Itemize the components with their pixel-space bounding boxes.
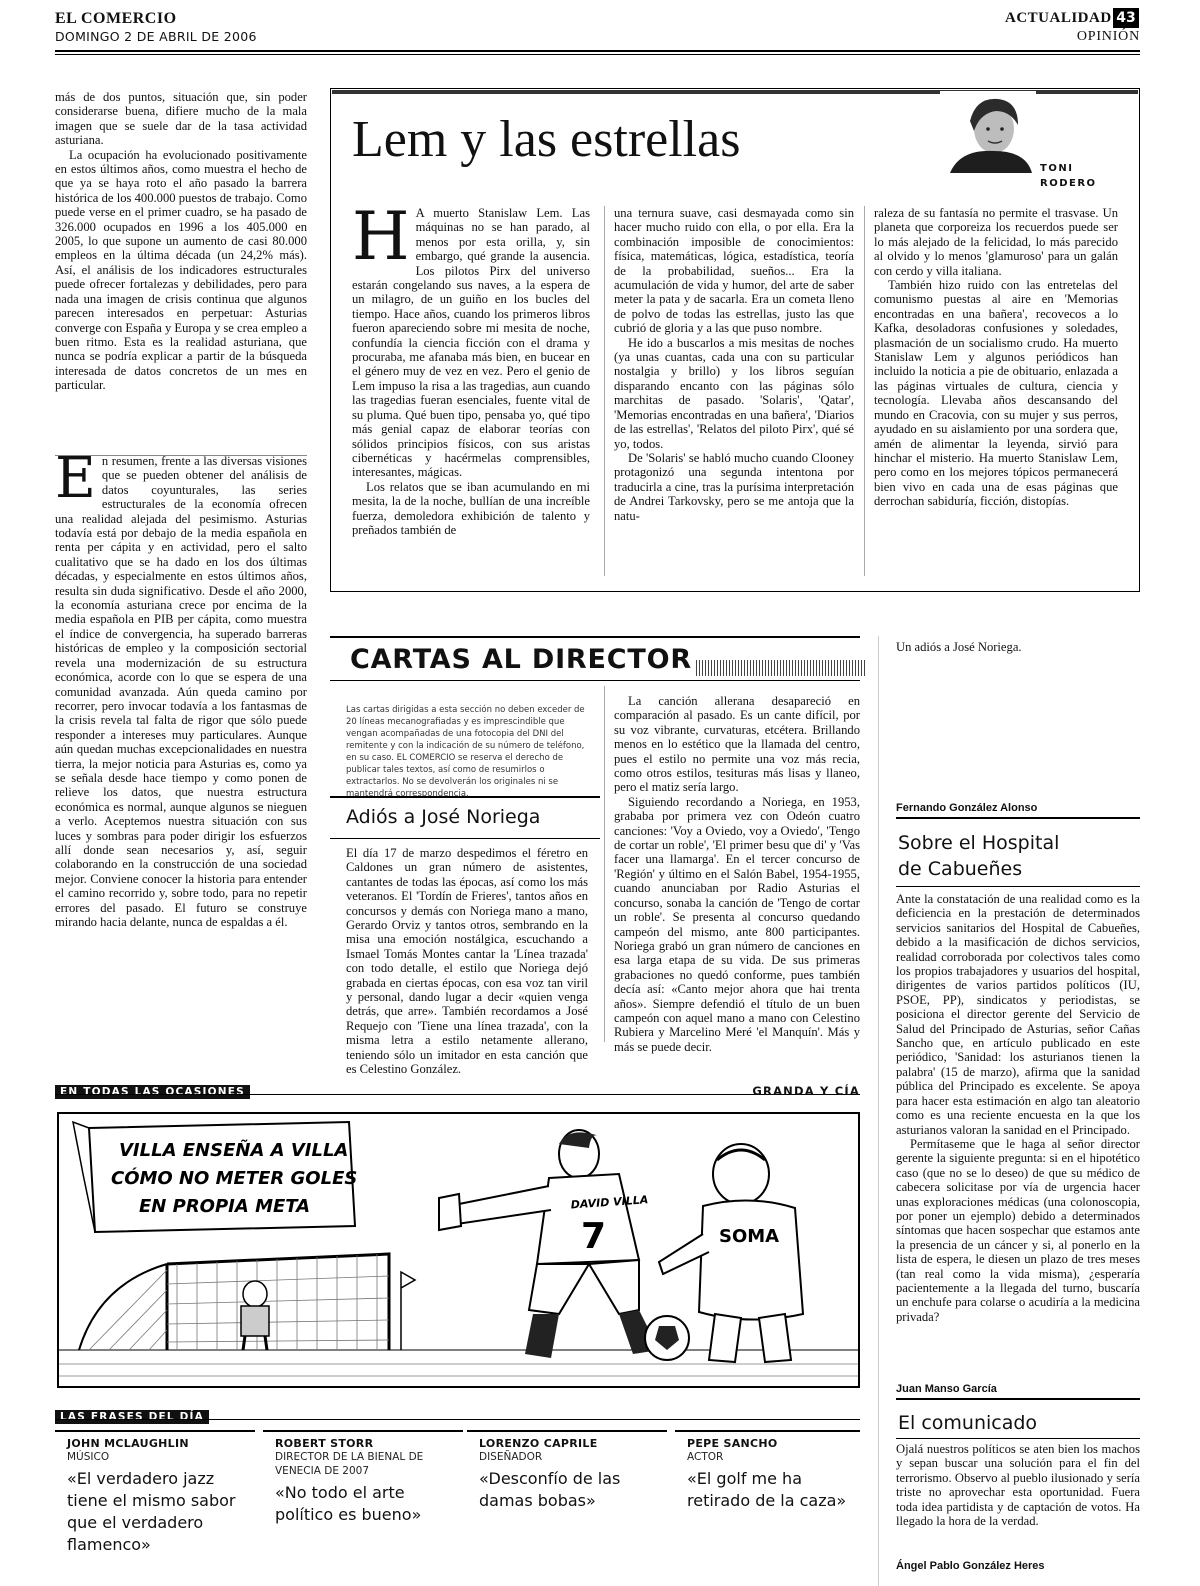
column-paragraph: raleza de su fantasía no permite el trasvase. Un planeta que corporeiza los recuerdos puede ser lo más alejado de la felicidad, lo más parecido al olvido y lo menos 'glamuroso' para un galán con cerdo y villa italiana.	[874, 206, 1118, 278]
letter1-body	[346, 846, 588, 1077]
column-separator	[864, 206, 865, 576]
quote-text: «Desconfío de las damas bobas»	[479, 1469, 621, 1510]
letter2-title-rule	[896, 886, 1140, 887]
quotes-label	[55, 1405, 209, 1424]
letter2-body	[896, 892, 1140, 1324]
cartoon-illustration	[59, 1114, 858, 1386]
quote-text: «El verdadero jazz tiene el mismo sabor que el verdadero flamenco»	[67, 1469, 236, 1554]
quote-author: JOHN MCLAUGHLIN	[67, 1437, 189, 1450]
cartoon-frame	[57, 1112, 860, 1388]
quote-role: ACTOR	[687, 1451, 724, 1463]
quote-text: «No todo el arte político es bueno»	[275, 1483, 422, 1524]
quote-item	[675, 1430, 860, 1512]
quotes-label-rule	[55, 1419, 860, 1420]
section-name: ACTUALIDAD	[1005, 10, 1112, 26]
quote-item	[467, 1430, 667, 1512]
quote-role: DIRECTOR DE LA BIENAL DE VENECIA DE 2007	[275, 1451, 424, 1477]
column-paragraph: A muerto Stanislaw Lem. Las máquinas no se han parado, al menos por esta orilla, y, sin embargo, qué grande la ausencia. Los pilotos Pirx del universo estarán congelando sus naves, a la espera de un milagro, de un guiño en los bucles del tiempo. Hace años, cuando los primeros libros fueron apareciendo sobre mi mesita de noche, confundía la ciencia ficción con el drama y procuraba, me afanaba más bien, en bucear en el género muy de vez en vez. Pero el genio de Lem impuso la risa a las tragedias, aun cuando las tragedias fueran esenciales, fuente vital de su pluma. Qué buen tipo, pensaba yo, qué tipo más genial capaz de elaborar teorías con sólidos principios físicos, con sus aristas cibernéticas y hacérmelas comprensibles, interesantes, mágicas.	[352, 206, 590, 480]
letter1-title-rule	[330, 838, 600, 839]
letters-top-rule	[330, 636, 860, 638]
letter3-body	[896, 1442, 1140, 1528]
header-rule-thin	[55, 54, 1140, 55]
column-paragraph: También hizo ruido con las entretelas del comunismo puestas al aire en 'Memorias encontradas en una bañera', recovecos a lo Kafka, desoladoras confusiones y soledades, plasmación de un socialismo crudo. Ha muerto Stanislaw Lem y algunos periódicos han incluido la noticia a pie de obituario, enlazada a las páginas virtuales de cultura, ciencia y tecnología. Llevaba años descansando del mundo en Cracovia, con su mujer y sus perros, ayudado en su aislamiento por una sordera que, amén de alimentar la leyenda, sirvió para hinchar el misterio. Ha muerto Stanislaw Lem, pero como en los mejores tópicos permanecerá bien vivo en cada una de esas páginas que derrochan sabiduría, ficción, distopías.	[874, 278, 1118, 509]
right-column-rule	[878, 636, 879, 1586]
left-article-paragraph: La ocupación ha evolucionado positivamente en estos últimos años, como muestra el hecho de que ya se haya roto el año pasado la barrera histórica de los 400.000 puestos de trabajo. Como puede verse en el primer cuadro, se ha pasado de 326.000 ocupados en 1996 a los 405.000 en 2005, lo que supone un aumento de casi 80.000 empleos en la última década (un 24,2% más). Así, el análisis de los indicadores estructurales puede ofrecer fortalezas y debilidades, pero para nada una imagen de crisis continua que algunos parecen interesados en perpetuar: Asturias converge con España y Europa y se crea empleo a buen ritmo. Esta es la realidad asturiana, que nunca se podría explicar a partir de la búsqueda interesada de datos concretos de un mes en particular.	[55, 147, 307, 393]
newspaper-name: EL COMERCIO	[55, 10, 177, 27]
shirt-soma-text: SOMA	[719, 1226, 780, 1247]
author-photo	[940, 91, 1036, 173]
cartoon-label-text: EN TODAS LAS OCASIONES	[55, 1085, 250, 1099]
goal-net-icon	[79, 1254, 389, 1350]
column-separator	[604, 206, 605, 576]
cartoon-banner-line: VILLA ENSEÑA A VILLA	[119, 1140, 349, 1161]
letter2-title	[898, 830, 1059, 882]
soccer-ball-icon	[645, 1316, 689, 1360]
letters-note-rule	[330, 796, 600, 798]
issue-date: DOMINGO 2 DE ABRIL DE 2006	[55, 29, 257, 44]
header-rule	[55, 50, 1140, 52]
letter2-paragraph: Ante la constatación de una realidad como es la deficiencia en la prestación de determinados servicios sanitarios del Hospital de Cabueñes, debido a la masificación de dichos servicios, realidad corroborada por colectivos tales como los propios trabajadores y usuarios del hospital, dirigentes de varios partidos políticos (IU, PSOE, PP), sindicatos y periodistas, se posiciona el director gerente del Servicio de Salud del Principado de Asturias, señor Cañas Sancho que, en artículo publicado en este periódico, 'Sanidad: los asturianos tienen la palabra' (15 de marzo), afirma que la sanidad pública del Principado es excelente. Se apoya para hacer esta estimación en algo tan aleatorio como es una reciente encuesta en la que los asturianos valoran la sanidad en el Principado.	[896, 892, 1140, 1137]
letter3-title-rule	[896, 1438, 1140, 1439]
letter3-title: El comunicado	[898, 1412, 1038, 1434]
column-paragraph: De 'Solaris' se habló mucho cuando Clooney protagonizó una segunda intentona por traducirla a cine, tras la purísima interpretación de Andrei Tarkovsky, pero se me antoja que la natu-	[614, 450, 854, 523]
letter3-signature: Ángel Pablo González Heres	[896, 1560, 1045, 1572]
left-article-paragraph: n resumen, frente a las diversas visiones que se pueden obtener del análisis de datos coyunturales, las series estructurales de la economía ofrecen una realidad alejada del pesimismo. Asturias todavía está por debajo de la media española en renta per cápita y en actividad, pero el salto cualitativo que se ha dado en los dos últimas décadas, y especialmente en estos últimos años, resulta sin duda significativo. Desde el año 2000, la economía asturiana crece por encima de la media española en PIB per cápita, como muestra el índice de convergencia, ha superado barreras históricas de empleo y la composición sectorial revela una modernización de su estructura económica, acorde con lo que se espera de una comunidad avanzada. Aún queda camino por recorrer, pero invocar todavía a los fantasmas de la crisis revela tal falta de rigor que sólo puede responder a intereses muy particulares. Aunque aún quedan muchas excepcionalidades en nuestra tierra, la mejor noticia para Asturias es, como ya se señala desde hace tiempo y como ponen de relieve los datos, que nuestra estructura económica es normal, aunque algunos se nieguen a verlo. Aceptemos nuestra situación con sus luces y sombras para poder dirigir los esfuerzos allí donde sean necesarios y, así, seguir colaborando en la construcción de una sociedad mejor. Conviene conocer la historia para entender el camino recorrido y, sobre todo, para no repetir errores del pasado. El futuro se construye mirando hacia delante, nunca de espaldas a él.	[55, 454, 307, 929]
cartoon-banner-line: CÓMO NO METER GOLES	[111, 1168, 358, 1189]
player-villa-figure-icon	[439, 1130, 659, 1358]
left-article-dropcap: E	[55, 446, 96, 511]
left-article-conclusion	[55, 446, 307, 929]
letter1-paragraph: Siguiendo recordando a Noriega, en 1953, grababa por primera vez con Odeón cuatro canciones: 'Voy a Oviedo, voy a Oviedo', 'Tengo de cortar un roble', 'El primer besu que di' y 'Vas facer una llamarga'. En el tercer concurso de 'Región' y último en el Salón Babel, 1954-1955, cuando anunciaban por Radio Asturias el concurso, sonaba la canción de 'Tengo de cortar un roble'. Se presenta al concurso quedando campeón del mismo, ante 800 participantes. Noriega grabó un gran número de canciones en esa larga etapa de su vida. De sus primeras grabaciones no quedó conforme, pues también decía así: «Canto mejor ahora que hai trenta años». Siempre defendió el título de un buen campeón con aquel mano a mano con Celestino Rubiera y Marcelino Meré 'el Manquín'. Más y más se puede decir.	[614, 794, 860, 1054]
subsection-name: OPINIÓN	[1076, 29, 1140, 44]
column-title: Lem y las estrellas	[352, 111, 741, 168]
author-last-name: RODERO	[1040, 178, 1097, 189]
column-text-col1	[352, 198, 590, 537]
quote-author: ROBERT STORR	[275, 1437, 374, 1450]
letter1-title: Adiós a José Noriega	[346, 806, 541, 828]
goalkeeper-figure-icon	[241, 1281, 269, 1350]
quote-text: «El golf me ha retirado de la caza»	[687, 1469, 847, 1510]
letter2-rule	[896, 817, 1140, 819]
column-paragraph: Los relatos que se iban acumulando en mi mesita, la de la noche, bullían de una increíble fuerza, demoledora exhibición de talento y preñados también de	[352, 479, 590, 537]
letters-title-rule	[330, 680, 860, 681]
letter2-title-line: Sobre el Hospital	[898, 832, 1060, 854]
cartoon-banner-line: EN PROPIA META	[139, 1196, 311, 1217]
letter1-paragraph: La canción allerana desapareció en comparación al pasado. Es un cante difícil, por su voz vibrante, curvaturas, etcétera. Brillando menos en lo estético que la llamada del centro, pues el estilo no permite una voz más recia, como otros estilos, tesituras más lisas y llaneo, pero el matiz sería largo.	[614, 694, 860, 795]
cartoon-label	[55, 1080, 250, 1099]
quote-role: MÚSICO	[67, 1451, 110, 1463]
letter3-rule	[896, 1398, 1140, 1400]
letters-note: Las cartas dirigidas a esta sección no deben exceder de 20 líneas mecanografiadas y es imprescindible que vengan acompañadas de una fotocopia del DNI del remitente y con la indicación de su número de teléfono, en su caso. EL COMERCIO se reserva el derecho de publicar tales textos, así como de resumirlos o extractarlos. No se devolverán los originales ni se mantendrá correspondencia.	[346, 705, 585, 799]
shirt-name-text: DAVID VILLA	[570, 1193, 649, 1212]
letter2-paragraph: Permítaseme que le haga al señor director gerente la siguiente pregunta: si en el hipotético caso (que no se lo deseo) de que su médico de cabecera solicitase por vía de urgencia hacer unas exploraciones médicas (una colonoscopia, por poner un ejemplo) debido a determinados síntomas que hacen sospechar que estamos ante la presencia de un cáncer y si, al ponerlo en la lista de espera, le diesen un plazo de tres meses (tan real como la vida misma), ¿esperaría pacientemente a la llegada del turno, buscaría un enchufe para colarse o acudiría a la medicina privada?	[896, 1136, 1140, 1324]
quote-item	[55, 1430, 255, 1556]
letters-title-shade	[696, 660, 866, 676]
left-article-paragraph: más de dos puntos, situación que, sin poder considerarse buena, difiere mucho de la mala imagen que se suele dar de la tasa actividad asturiana.	[55, 90, 307, 148]
author-first-name: TONI	[1040, 163, 1074, 174]
column-dropcap: H	[352, 198, 410, 275]
shirt-number-text: 7	[581, 1216, 607, 1257]
quote-item	[263, 1430, 463, 1526]
left-article	[55, 90, 307, 393]
letter2-title-line: de Cabueñes	[898, 858, 1023, 880]
letter1-body-cont	[614, 694, 860, 1054]
column-text-col2	[614, 206, 854, 523]
letter3-paragraph: Ojalá nuestros políticos se aten bien los machos y sepan buscar una solución para el fin del terrorismo. Observo al pueblo ilusionado y sería triste no aprovechar esta oportunidad. Fuera toda idea partidista y de captación de votos. Ha llegado la hora de la verdad.	[896, 1442, 1140, 1529]
letter1-signature: Fernando González Alonso	[896, 802, 1038, 814]
corner-flag-icon	[401, 1272, 415, 1350]
letter1-paragraph: Un adiós a José Noriega.	[896, 640, 1022, 654]
column-text-col3	[874, 206, 1118, 509]
author-portrait-icon	[940, 91, 1036, 173]
column-paragraph: He ido a buscarlos a mis mesitas de noches (ya unas cuantas, cada una con su particular nostalgia y brillo) y los libros seguían disparando encanto con las páginas sólo marchitas de pasado. 'Solaris', 'Qatar', 'Memorias encontradas en una bañera', 'Diarios de las estrellas', 'Relatos del piloto Pirx', qué sé yo, todos.	[614, 335, 854, 451]
quote-author: PEPE SANCHO	[687, 1437, 778, 1450]
column-paragraph: una ternura suave, casi desmayada como sin hacer mucho ruido con ella, o por ella. Era la combinación imposible de conocimientos: física, matemáticas, lógica, estadística, teoría de la probabilidad, sueños... Era la acumulación de vida y humor, del arte de saber meter la pata y de sacarla. Era un cometa lleno de polvo de todas las estrellas, justo las que cubrió de gloria y a las que puso nombre.	[614, 206, 854, 336]
letters-section-title: CARTAS AL DIRECTOR	[350, 644, 692, 675]
page-number: 43	[1113, 8, 1139, 28]
letters-separator	[604, 686, 605, 1042]
cartoon-credit: GRANDA Y CÍA	[752, 1084, 860, 1098]
letter1-ending	[896, 640, 1140, 654]
letter1-paragraph: El día 17 de marzo despedimos el féretro en Caldones un gran número de asistentes, cantantes de todas las épocas, así como los más veteranos. El 'Tordín de Frieres', tantos años en concursos y demás con Noriega mano a mano, Gerardo Orviz y tantos otros, sembrando en la misa una emoción nostálgica, escuchando a Ismael Tomás Montes cantar la 'Línea trazada' con todo detalle, el estilo que Noriega dejó grabada en ciertas épocas, con esa voz tan viril y personal, dando lugar a decir «quien venga detrás, que arre». También recordamos a José Requejo con 'Tiene una línea trazada', con la misma letra a estilo netamente allerano, teniendo sólo un imitador en esta canción que es Celestino González.	[346, 846, 588, 1077]
quote-role: DISEÑADOR	[479, 1451, 543, 1463]
quote-author: LORENZO CAPRILE	[479, 1437, 598, 1450]
letter2-signature: Juan Manso García	[896, 1383, 997, 1395]
quotes-label-text: LAS FRASES DEL DÍA	[55, 1410, 209, 1424]
